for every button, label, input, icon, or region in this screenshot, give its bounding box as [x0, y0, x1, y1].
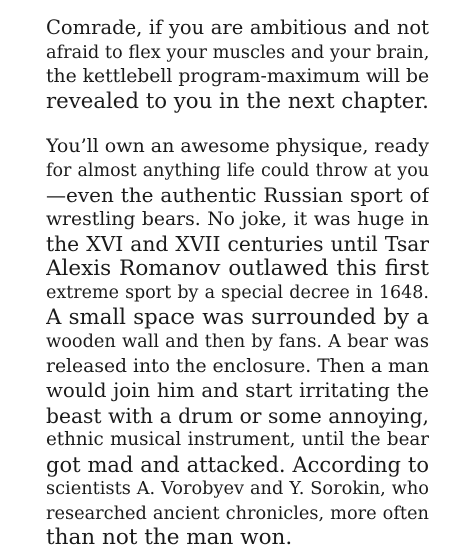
text-line: released into the enclosure. Then a man: [46, 355, 429, 377]
text-line: A small space was surrounded by a: [46, 305, 429, 330]
text-line: Comrade, if you are ambitious and not: [46, 16, 429, 39]
text-line: would join him and start irritating the: [46, 379, 429, 402]
text-line: the kettlebell program-maximum will be: [46, 66, 429, 87]
page-text: [46, 16, 429, 551]
text-line: revealed to you in the next chapter.: [46, 89, 429, 114]
text-line: beast with a drum or some annoying,: [46, 403, 429, 428]
text-line: Alexis Romanov outlawed this first: [46, 256, 429, 281]
text-line: ethnic musical instrument, until the bear: [46, 429, 429, 450]
text-line: got mad and attacked. According to: [46, 452, 429, 477]
text-line: than not the man won.: [46, 526, 293, 550]
text-line: extreme sport by a special decree in 1648.: [46, 283, 429, 303]
text-line: afraid to flex your muscles and your brain,: [46, 42, 429, 63]
paragraph-1: [46, 16, 429, 114]
text-line: the XVI and XVII centuries until Tsar: [46, 232, 429, 256]
text-line: for almost anything life could throw at you: [46, 160, 429, 181]
text-line: researched ancient chronicles, more often: [46, 503, 429, 524]
text-line: You’ll own an awesome physique, ready: [46, 135, 429, 157]
text-line: wooden wall and then by fans. A bear was: [46, 332, 429, 352]
text-line: scientists A. Vorobyev and Y. Sorokin, who: [46, 479, 429, 499]
text-line: wrestling bears. No joke, it was huge in: [46, 208, 429, 230]
text-line: —even the authentic Russian sport of: [46, 183, 429, 207]
paragraph-2: [46, 134, 429, 551]
